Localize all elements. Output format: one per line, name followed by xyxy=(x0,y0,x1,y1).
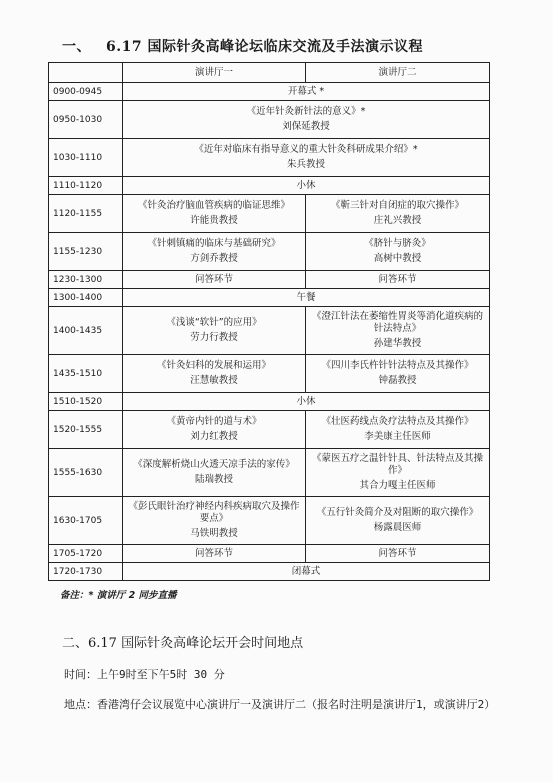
session-cell-hall-2 xyxy=(306,449,490,497)
speaker-name: 其合力嘎主任医师 xyxy=(359,480,436,491)
session-cell-hall-2 xyxy=(306,411,490,449)
session-cell-merged: 闭幕式 xyxy=(123,563,490,581)
session-cell-merged xyxy=(123,139,490,177)
time-cell: 1300-1400 xyxy=(49,289,123,307)
session-title: 《近年针灸新针法的意义》* xyxy=(246,106,366,117)
session-cell-hall-2 xyxy=(306,233,490,271)
speaker-name: 李美康主任医师 xyxy=(364,431,431,442)
table-row xyxy=(49,271,490,289)
session-cell-hall-1 xyxy=(123,411,306,449)
section-1-heading xyxy=(62,36,423,56)
table-header-row xyxy=(49,63,490,83)
session-cell-hall-2: 问答环节 xyxy=(306,545,490,563)
time-cell: 1520-1555 xyxy=(49,411,123,449)
speaker-name: 许能贵教授 xyxy=(190,215,238,226)
session-cell-hall-1 xyxy=(123,355,306,393)
speaker-name: 刘保延教授 xyxy=(282,121,330,132)
table-row xyxy=(49,545,490,563)
header-cell-hall-1: 演讲厅一 xyxy=(123,63,306,83)
speaker-name: 陆瑞教授 xyxy=(194,474,233,485)
session-title: 《壮医药线点灸疗法特点及其操作》 xyxy=(321,416,474,427)
time-cell: 1720-1730 xyxy=(49,563,123,581)
section-1-title: 6.17 国际针灸高峰论坛临床交流及手法演示议程 xyxy=(106,39,423,55)
time-cell: 1435-1510 xyxy=(49,355,123,393)
time-cell: 0900-0945 xyxy=(49,83,123,101)
session-cell-hall-2 xyxy=(306,497,490,545)
session-title: 《浅谈“软针”的应用》 xyxy=(166,317,262,328)
time-cell: 1705-1720 xyxy=(49,545,123,563)
session-title: 《彭氏眼针治疗神经内科疾病取穴及操作要点》 xyxy=(128,501,300,524)
session-title: 《蒙医五疗之温针针具、针法特点及其操作》 xyxy=(311,453,483,476)
time-cell: 1030-1110 xyxy=(49,139,123,177)
time-cell: 1555-1630 xyxy=(49,449,123,497)
table-row xyxy=(49,393,490,411)
table-row xyxy=(49,449,490,497)
footnote: 备注：* 演讲厅 2 同步直播 xyxy=(60,590,177,601)
time-cell: 1230-1300 xyxy=(49,271,123,289)
session-cell-merged: 小休 xyxy=(123,177,490,195)
session-cell-hall-1 xyxy=(123,307,306,355)
session-cell-merged: 小休 xyxy=(123,393,490,411)
session-cell-merged xyxy=(123,101,490,139)
time-cell: 1155-1230 xyxy=(49,233,123,271)
table-row xyxy=(49,177,490,195)
header-cell-time xyxy=(49,63,123,83)
session-cell-merged: 午餐 xyxy=(123,289,490,307)
session-title: 《四川李氏杵针针法特点及其操作》 xyxy=(321,360,474,371)
table-row xyxy=(49,289,490,307)
session-title: 《近年对临床有指导意义的重大针灸科研成果介绍》* xyxy=(194,144,418,155)
session-title: 《针灸治疗脑血管疾病的临证思维》 xyxy=(137,200,290,211)
session-cell-hall-1 xyxy=(123,233,306,271)
table-row xyxy=(49,139,490,177)
time-cell: 1630-1705 xyxy=(49,497,123,545)
session-cell-hall-1: 问答环节 xyxy=(123,271,306,289)
meeting-time: 时间：上午9时至下午5时 30 分 xyxy=(64,668,225,681)
session-title: 《靳三针对自闭症的取穴操作》 xyxy=(330,200,464,211)
session-title: 《黄帝内针的道与术》 xyxy=(166,416,262,427)
session-cell-hall-1 xyxy=(123,497,306,545)
session-cell-hall-2 xyxy=(306,307,490,355)
speaker-name: 汪慧敏教授 xyxy=(190,375,238,386)
table-row xyxy=(49,195,490,233)
session-cell-hall-2 xyxy=(306,195,490,233)
speaker-name: 朱兵教授 xyxy=(286,159,325,170)
time-cell: 1400-1435 xyxy=(49,307,123,355)
header-cell-hall-2: 演讲厅二 xyxy=(306,63,490,83)
session-cell-hall-1: 问答环节 xyxy=(123,545,306,563)
table-row xyxy=(49,233,490,271)
table-row xyxy=(49,307,490,355)
session-title: 《脐针与脐灸》 xyxy=(364,238,431,249)
speaker-name: 马铁明教授 xyxy=(190,528,238,539)
speaker-name: 高树中教授 xyxy=(373,253,422,264)
speaker-name: 孙建华教授 xyxy=(373,338,422,349)
session-title: 《针刺镇痛的临床与基础研究》 xyxy=(147,238,281,249)
agenda-table xyxy=(48,62,490,581)
table-row xyxy=(49,497,490,545)
speaker-name: 杨露晨医师 xyxy=(373,522,422,533)
time-cell: 1510-1520 xyxy=(49,393,123,411)
session-title: 《五行针灸简介及对阻断的取穴操作》 xyxy=(316,507,479,518)
session-title: 《针灸妇科的发展和运用》 xyxy=(156,360,271,371)
section-2-heading: 二、6.17 国际针灸高峰论坛开会时间地点 xyxy=(62,636,304,651)
time-cell: 0950-1030 xyxy=(49,101,123,139)
table-row xyxy=(49,563,490,581)
session-cell-hall-1 xyxy=(123,195,306,233)
speaker-name: 劳力行教授 xyxy=(190,332,238,343)
table-row xyxy=(49,411,490,449)
session-cell-merged: 开幕式 * xyxy=(123,83,490,101)
time-cell: 1120-1155 xyxy=(49,195,123,233)
session-title: 《深度解析烧山火透天凉手法的家传》 xyxy=(133,459,295,470)
speaker-name: 方剑乔教授 xyxy=(190,253,238,264)
session-cell-hall-1 xyxy=(123,449,306,497)
session-cell-hall-2 xyxy=(306,355,490,393)
table-row xyxy=(49,83,490,101)
speaker-name: 刘力红教授 xyxy=(190,431,238,442)
speaker-name: 庄礼兴教授 xyxy=(373,215,422,226)
table-row xyxy=(49,101,490,139)
speaker-name: 钟磊教授 xyxy=(378,375,417,386)
session-title: 《澄江针法在萎缩性胃炎等消化道疾病的针法特点》 xyxy=(311,311,483,334)
session-cell-hall-2: 问答环节 xyxy=(306,271,490,289)
table-row xyxy=(49,355,490,393)
section-1-number: 一、 xyxy=(62,39,91,55)
time-cell: 1110-1120 xyxy=(49,177,123,195)
meeting-place: 地点：香港湾仔会议展览中心演讲厅一及演讲厅二（报名时注明是演讲厅1，或演讲厅2） xyxy=(64,698,496,711)
